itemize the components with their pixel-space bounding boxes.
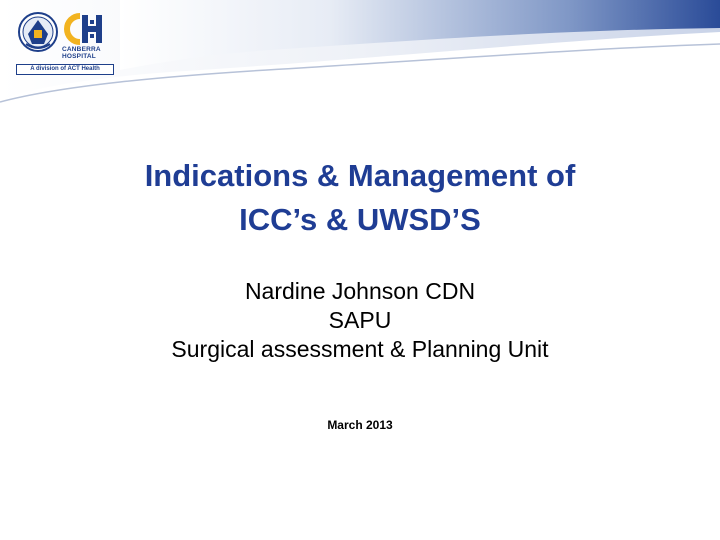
- title-line-2: ICC’s & UWSD’S: [239, 202, 481, 237]
- hospital-name: [62, 46, 122, 60]
- unit-name: Surgical assessment & Planning Unit: [171, 336, 549, 362]
- canberra-hospital-logo: [14, 8, 110, 74]
- act-crest-icon: [18, 10, 58, 58]
- presenter-info: [40, 277, 680, 364]
- unit-abbreviation: SAPU: [328, 307, 392, 333]
- slide-title: [40, 154, 680, 242]
- division-label: A division of ACT Health: [16, 64, 114, 75]
- presentation-date: March 2013: [327, 418, 393, 432]
- ch-monogram-icon: [62, 12, 106, 46]
- presenter-name: Nardine Johnson CDN: [244, 278, 476, 304]
- hospital-name-line1: CANBERRA: [62, 46, 101, 53]
- title-line-1: Indications & Management of: [144, 158, 576, 193]
- hospital-name-line2: HOSPITAL: [62, 53, 96, 60]
